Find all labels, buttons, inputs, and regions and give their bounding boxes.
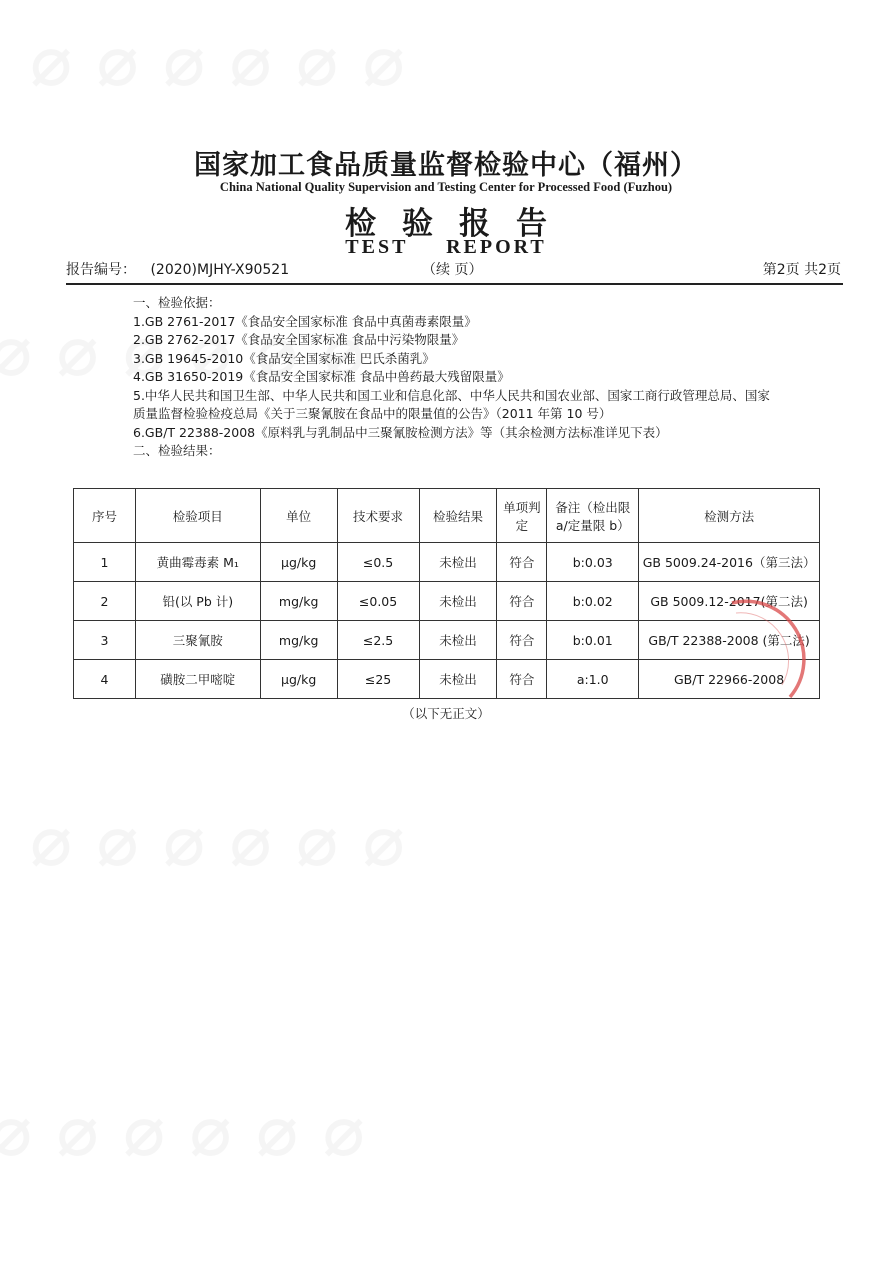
seal-inner-ring (736, 613, 789, 685)
table-row (74, 621, 820, 660)
cell-index: 3 (74, 621, 136, 660)
results-heading: 二、检验结果： (133, 443, 221, 458)
results-table (73, 488, 820, 699)
cell-index: 2 (74, 582, 136, 621)
report-number-label: 报告编号： (66, 262, 136, 278)
basis-item: 6.GB/T 22388-2008《原料乳与乳制品中三聚氰胺检测方法》等（其余检测方法标准详见下表） (133, 424, 668, 440)
official-seal (712, 585, 832, 705)
cell-unit: mg/kg (260, 621, 337, 660)
cell-judgment: 符合 (497, 582, 547, 621)
table-row (74, 543, 820, 582)
table-row (74, 582, 820, 621)
cell-index: 4 (74, 660, 136, 699)
cell-requirement: ≤0.05 (337, 582, 419, 621)
cell-item: 磺胺二甲嘧啶 (135, 660, 260, 699)
basis-item: 5.中华人民共和国卫生部、中华人民共和国工业和信息化部、中华人民共和国农业部、国家工商行政管理总局、国家质量监督检验检疫总局《关于三聚氰胺在食品中的限量值的公告》（2011 年第 10 号） (133, 387, 770, 421)
title-en: China National Quality Supervision and Testing Center for Processed Food (Fuzhou) (219, 180, 673, 194)
cell-item: 铅(以 Pb 计) (135, 582, 260, 621)
page-info: 第2页 共2页 (762, 262, 841, 278)
report-number (66, 259, 289, 279)
cell-remark: b:0.03 (547, 543, 639, 582)
seal-ring (732, 601, 804, 697)
cell-remark: b:0.02 (547, 582, 639, 621)
table-row (74, 660, 820, 699)
cell-unit: μg/kg (260, 543, 337, 582)
col-header-result: 检验结果 (419, 489, 497, 543)
cell-method: GB/T 22388-2008 (第二法) (639, 621, 820, 660)
title-cn: 国家加工食品质量监督检验中心（福州） (194, 150, 698, 181)
report-meta-row (66, 259, 841, 281)
col-header-method: 检测方法 (639, 489, 820, 543)
col-header-judgment: 单项判定 (497, 489, 547, 543)
col-header-unit: 单位 (260, 489, 337, 543)
col-header-index: 序号 (74, 489, 136, 543)
cell-judgment: 符合 (497, 543, 547, 582)
cell-remark: a:1.0 (547, 660, 639, 699)
basis-item: 4.GB 31650-2019《食品安全国家标准 食品中兽药最大残留限量》 (133, 369, 510, 384)
cell-requirement: ≤0.5 (337, 543, 419, 582)
table-header-row (74, 489, 820, 543)
cell-result: 未检出 (419, 582, 497, 621)
cell-remark: b:0.01 (547, 621, 639, 660)
cell-item: 三聚氰胺 (135, 621, 260, 660)
cell-result: 未检出 (419, 660, 497, 699)
cell-method: GB 5009.24-2016（第三法） (639, 543, 820, 582)
report-title-en: TEST REPORT (345, 236, 547, 258)
cell-requirement: ≤25 (337, 660, 419, 699)
cell-item: 黄曲霉毒素 M₁ (135, 543, 260, 582)
cell-result: 未检出 (419, 543, 497, 582)
cell-method: GB/T 22966-2008 (639, 660, 820, 699)
basis-item: 1.GB 2761-2017《食品安全国家标准 食品中真菌毒素限量》 (133, 313, 477, 329)
col-header-remark: 备注（检出限 a/定量限 b） (547, 489, 639, 543)
report-title-cn: 检验报告 (345, 206, 573, 242)
cell-unit: mg/kg (260, 582, 337, 621)
header-rule (66, 283, 843, 285)
basis-section (133, 294, 773, 461)
end-note: （以下无正文） (402, 706, 490, 721)
cell-method: GB 5009.12-2017(第二法) (639, 582, 820, 621)
basis-item: 2.GB 2762-2017《食品安全国家标准 食品中污染物限量》 (133, 332, 465, 347)
continued-label: （续 页） (422, 262, 483, 278)
cell-requirement: ≤2.5 (337, 621, 419, 660)
cell-judgment: 符合 (497, 621, 547, 660)
report-number-value: (2020)MJHY-X90521 (150, 262, 290, 278)
basis-heading: 一、检验依据： (133, 295, 221, 310)
cell-result: 未检出 (419, 621, 497, 660)
cell-judgment: 符合 (497, 660, 547, 699)
col-header-requirement: 技术要求 (337, 489, 419, 543)
cell-index: 1 (74, 543, 136, 582)
cell-unit: μg/kg (260, 660, 337, 699)
col-header-item: 检验项目 (135, 489, 260, 543)
basis-item: 3.GB 19645-2010《食品安全国家标准 巴氏杀菌乳》 (133, 350, 435, 366)
